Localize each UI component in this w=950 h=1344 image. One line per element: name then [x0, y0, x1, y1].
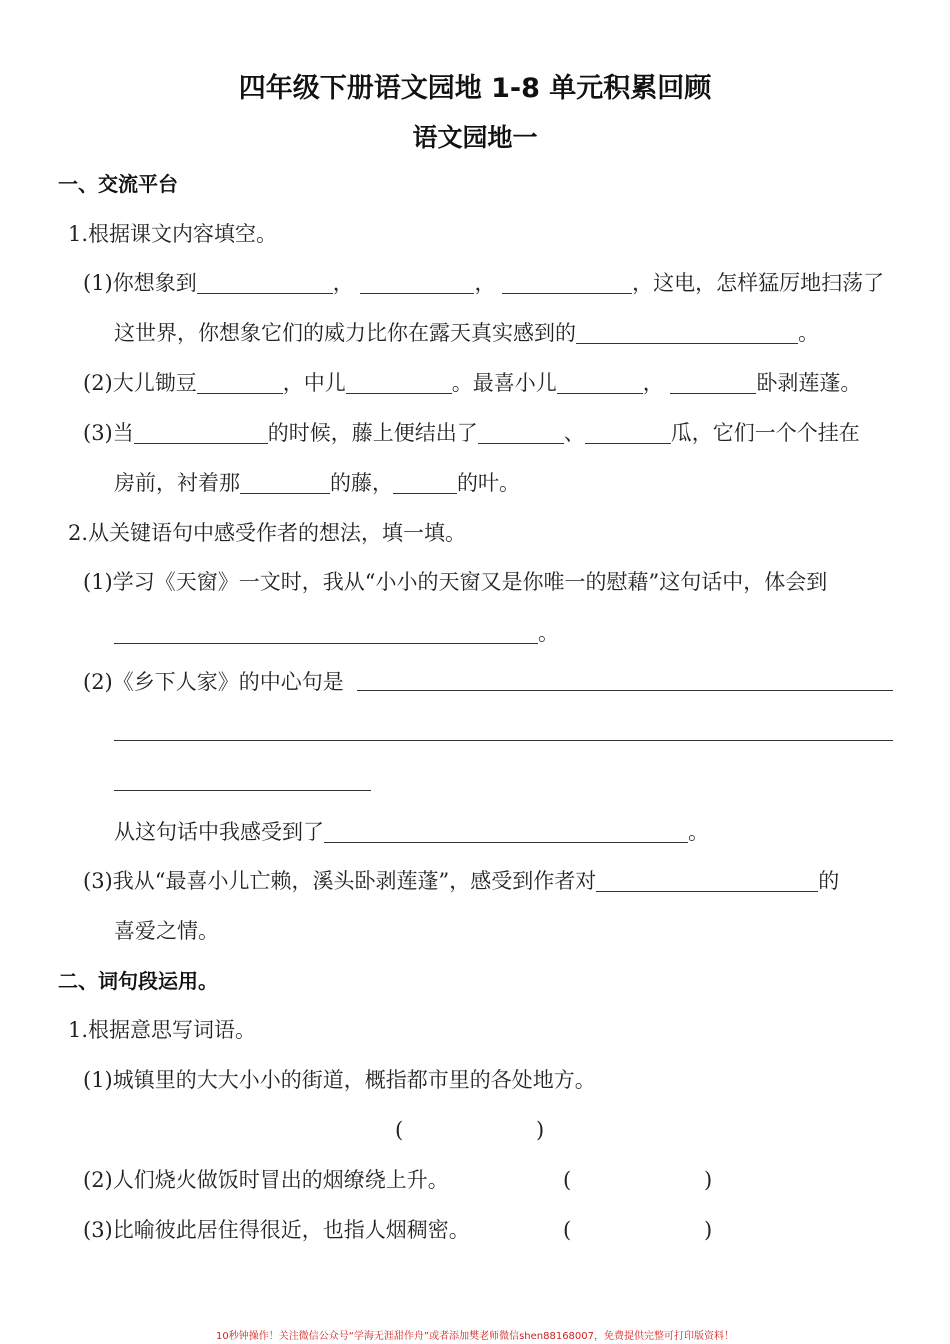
q2-item-2-line-1: (2)《乡下人家》的中心句是: [83, 670, 344, 694]
answer-paren-close: ): [704, 1218, 713, 1242]
page-title: 四年级下册语文园地 1-8 单元积累回顾: [238, 73, 712, 104]
answer-paren-open: (: [563, 1168, 572, 1192]
answer-blank[interactable]: [360, 271, 474, 294]
s2-q1-item-1: (1)城镇里的大大小小的街道，概指都市里的各处地方。: [83, 1068, 596, 1092]
q2-item-2-line-4: 从这句话中我感受到了 。: [114, 820, 709, 844]
answer-blank[interactable]: [134, 421, 268, 444]
q1-item-3-line-2: 房前，衬着那 的藤， 的叶。: [114, 471, 520, 495]
q2-item-1-line-2: 。: [114, 619, 559, 647]
answer-paren-close: ): [704, 1168, 713, 1192]
section-1-heading: 一、交流平台: [58, 172, 178, 196]
answer-line[interactable]: [114, 790, 371, 791]
answer-blank[interactable]: [576, 321, 798, 344]
answer-blank[interactable]: [197, 271, 333, 294]
footer-note: 10秒钟操作！关注微信公众号“学海无涯甜作舟”或者添加樊老师微信shen88168007，免费提供完整可打印版资料！: [215, 1331, 735, 1342]
answer-line[interactable]: [114, 740, 893, 741]
answer-line[interactable]: [357, 690, 893, 691]
page-subtitle: 语文园地一: [412, 123, 538, 152]
answer-blank[interactable]: [557, 371, 643, 394]
answer-blank[interactable]: [114, 621, 538, 644]
answer-blank[interactable]: [670, 371, 756, 394]
section-2-heading: 二、词句段运用。: [58, 969, 218, 993]
answer-blank[interactable]: [324, 820, 688, 843]
answer-paren-close: ): [536, 1118, 545, 1142]
answer-paren-open: (: [395, 1118, 404, 1142]
q2-label: 2.从关键语句中感受作者的想法，填一填。: [68, 521, 467, 545]
s2-q1-item-3: (3)比喻彼此居住得很近，也指人烟稠密。: [83, 1218, 470, 1242]
answer-blank[interactable]: [596, 869, 818, 892]
q2-item-3-line-2: 喜爱之情。: [114, 919, 219, 943]
answer-blank[interactable]: [585, 421, 671, 444]
q2-item-1-line-1: (1)学习《天窗》一文时，我从“小小的天窗又是你唯一的慰藉”这句话中，体会到: [83, 570, 828, 594]
q1-label: 1.根据课文内容填空。: [68, 222, 278, 246]
answer-blank[interactable]: [240, 471, 330, 494]
q2-item-3-line-1: (3)我从“最喜小儿亡赖，溪头卧剥莲蓬”，感受到作者对 的: [83, 869, 840, 893]
s2-q1-item-2: (2)人们烧火做饭时冒出的烟缭绕上升。: [83, 1168, 449, 1192]
q1-item-1-line-2: 这世界，你想象它们的威力比你在露天真实感到的 。: [114, 321, 819, 345]
answer-blank[interactable]: [393, 471, 457, 494]
answer-blank[interactable]: [197, 371, 283, 394]
s2-q1-label: 1.根据意思写词语。: [68, 1018, 257, 1042]
q1-item-3-line-1: (3)当 的时候，藤上便结出了 、 瓜，它们一个个挂在: [83, 421, 860, 445]
answer-blank[interactable]: [346, 371, 452, 394]
answer-blank[interactable]: [502, 271, 632, 294]
q1-item-2: (2)大儿锄豆 ，中儿 。最喜小儿 ， 卧剥莲蓬。: [83, 371, 862, 395]
q1-item-1-line-1: (1)你想象到 ， ， ，这电，怎样猛厉地扫荡了: [83, 271, 885, 295]
answer-paren-open: (: [563, 1218, 572, 1242]
answer-blank[interactable]: [478, 421, 564, 444]
